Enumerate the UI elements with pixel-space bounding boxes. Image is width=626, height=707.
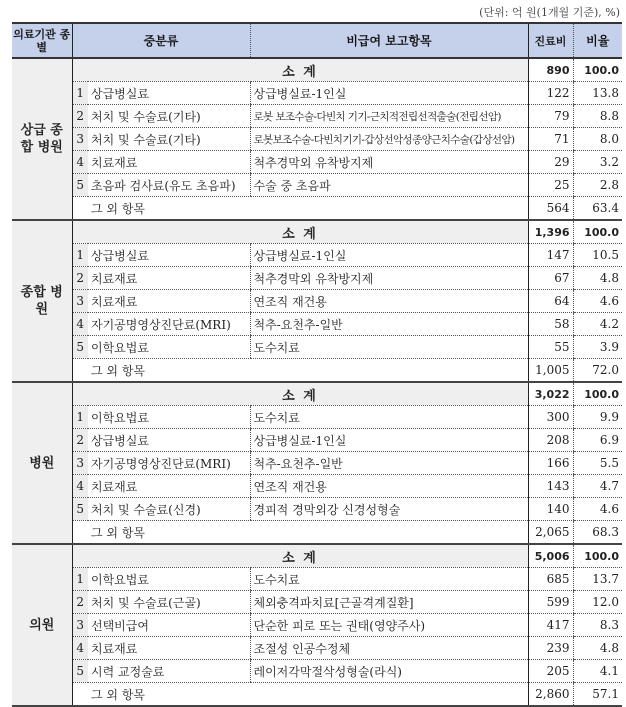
report-item-cell: 체외충격파치료[근골격계질환] — [250, 591, 528, 614]
category-cell: 치료재료 — [88, 267, 250, 290]
cost-cell: 239 — [528, 637, 573, 660]
other-items-row — [12, 521, 622, 545]
report-item-cell: 연조직 재건용 — [250, 290, 528, 313]
ratio-cell: 4.1 — [573, 660, 622, 683]
ratio-cell: 13.8 — [573, 82, 622, 105]
report-item-cell: 레이저각막절삭성형술(라식) — [250, 660, 528, 683]
category-cell: 상급병실료 — [88, 429, 250, 452]
ratio-cell: 2.8 — [573, 174, 622, 197]
table-row — [12, 591, 622, 614]
rank-number: 3 — [72, 290, 88, 313]
subtotal-row — [12, 544, 622, 568]
report-item-cell: 척추경막외 유착방지제 — [250, 151, 528, 174]
cost-cell: 122 — [528, 82, 573, 105]
rank-number: 3 — [72, 452, 88, 475]
category-cell: 초음파 검사료(유도 초음파) — [88, 174, 250, 197]
other-ratio: 68.3 — [573, 521, 622, 545]
subtotal-cost: 5,006 — [528, 544, 573, 568]
category-cell: 이학요법료 — [88, 406, 250, 429]
other-items-label: 그 외 항목 — [88, 521, 528, 545]
report-item-cell: 로봇 보조수술-다빈치 기기-근치적전립선적출술(전립선암) — [250, 105, 528, 128]
table-row — [12, 637, 622, 660]
header-ratio: 비율 — [573, 23, 622, 58]
rank-number: 5 — [72, 174, 88, 197]
report-item-cell: 척추-요천추-일반 — [250, 313, 528, 336]
category-cell: 처치 및 수술료(근골) — [88, 591, 250, 614]
subtotal-row — [12, 220, 622, 244]
report-item-cell: 도수치료 — [250, 568, 528, 591]
category-cell: 이학요법료 — [88, 336, 250, 359]
institution-type: 의원 — [12, 544, 72, 706]
ratio-cell: 4.2 — [573, 313, 622, 336]
category-cell: 상급병실료 — [88, 244, 250, 267]
rank-number: 2 — [72, 267, 88, 290]
other-cost: 564 — [528, 197, 573, 221]
report-item-cell: 도수치료 — [250, 336, 528, 359]
ratio-cell: 3.2 — [573, 151, 622, 174]
other-items-label: 그 외 항목 — [88, 197, 528, 221]
table-row — [12, 313, 622, 336]
category-cell: 자기공명영상진단료(MRI) — [88, 452, 250, 475]
table-row — [12, 452, 622, 475]
other-items-row — [12, 197, 622, 221]
ratio-cell: 10.5 — [573, 244, 622, 267]
cost-cell: 29 — [528, 151, 573, 174]
rank-number: 4 — [72, 151, 88, 174]
rank-number: 2 — [72, 105, 88, 128]
category-cell: 치료재료 — [88, 151, 250, 174]
category-cell: 치료재료 — [88, 290, 250, 313]
cost-cell: 685 — [528, 568, 573, 591]
subtotal-cost: 1,396 — [528, 220, 573, 244]
cost-cell: 25 — [528, 174, 573, 197]
table-row — [12, 82, 622, 105]
table-row — [12, 336, 622, 359]
category-cell: 치료재료 — [88, 475, 250, 498]
other-items-row — [12, 359, 622, 383]
table-row — [12, 568, 622, 591]
header-cost: 진료비 — [528, 23, 573, 58]
cost-cell: 71 — [528, 128, 573, 151]
header-category: 중분류 — [72, 23, 250, 58]
rank-number-empty — [72, 359, 88, 383]
other-items-label: 그 외 항목 — [88, 683, 528, 707]
ratio-cell: 12.0 — [573, 591, 622, 614]
ratio-cell: 4.6 — [573, 498, 622, 521]
table-row — [12, 406, 622, 429]
category-cell: 시력 교정술료 — [88, 660, 250, 683]
category-cell: 치료재료 — [88, 637, 250, 660]
ratio-cell: 8.8 — [573, 105, 622, 128]
subtotal-cost: 890 — [528, 58, 573, 82]
ratio-cell: 8.3 — [573, 614, 622, 637]
subtotal-cost: 3,022 — [528, 382, 573, 406]
table-row — [12, 475, 622, 498]
report-item-cell: 척추경막외 유착방지제 — [250, 267, 528, 290]
rank-number: 4 — [72, 475, 88, 498]
table-row — [12, 660, 622, 683]
category-cell: 처치 및 수술료(기타) — [88, 128, 250, 151]
other-items-row — [12, 683, 622, 707]
table-row — [12, 105, 622, 128]
rank-number: 1 — [72, 244, 88, 267]
institution-type: 병원 — [12, 382, 72, 544]
institution-type: 상급 종합 병원 — [12, 58, 72, 220]
rank-number: 1 — [72, 568, 88, 591]
ratio-cell: 3.9 — [573, 336, 622, 359]
category-cell: 자기공명영상진단료(MRI) — [88, 313, 250, 336]
header-report-item: 비급여 보고항목 — [250, 23, 528, 58]
report-item-cell: 연조직 재건용 — [250, 475, 528, 498]
report-item-cell: 척추-요천추-일반 — [250, 452, 528, 475]
cost-cell: 67 — [528, 267, 573, 290]
table-row — [12, 614, 622, 637]
non-covered-items-table — [12, 22, 622, 707]
category-cell: 상급병실료 — [88, 82, 250, 105]
cost-cell: 417 — [528, 614, 573, 637]
report-item-cell: 조절성 인공수정체 — [250, 637, 528, 660]
unit-note: (단위: 억 원(1개월 기준), %) — [479, 6, 620, 19]
rank-number: 2 — [72, 429, 88, 452]
other-ratio: 63.4 — [573, 197, 622, 221]
ratio-cell: 4.7 — [573, 475, 622, 498]
cost-cell: 599 — [528, 591, 573, 614]
other-ratio: 57.1 — [573, 683, 622, 707]
cost-cell: 300 — [528, 406, 573, 429]
other-items-label: 그 외 항목 — [88, 359, 528, 383]
cost-cell: 147 — [528, 244, 573, 267]
table-row — [12, 244, 622, 267]
rank-number: 1 — [72, 406, 88, 429]
rank-number: 3 — [72, 128, 88, 151]
ratio-cell: 13.7 — [573, 568, 622, 591]
ratio-cell: 4.8 — [573, 637, 622, 660]
rank-number: 5 — [72, 660, 88, 683]
report-item-cell: 상급병실료-1인실 — [250, 429, 528, 452]
subtotal-label: 소 계 — [72, 544, 528, 568]
subtotal-label: 소 계 — [72, 58, 528, 82]
subtotal-ratio: 100.0 — [573, 220, 622, 244]
report-item-cell: 단순한 피로 또는 권태(영양주사) — [250, 614, 528, 637]
table-row — [12, 128, 622, 151]
subtotal-row — [12, 58, 622, 82]
table-row — [12, 290, 622, 313]
cost-cell: 58 — [528, 313, 573, 336]
rank-number: 4 — [72, 313, 88, 336]
report-item-cell: 로봇보조수술-다빈치기기-갑상선악성종양근치수술(갑상선암) — [250, 128, 528, 151]
category-cell: 선택비급여 — [88, 614, 250, 637]
subtotal-row — [12, 382, 622, 406]
rank-number-empty — [72, 197, 88, 221]
rank-number: 1 — [72, 82, 88, 105]
cost-cell: 79 — [528, 105, 573, 128]
table-row — [12, 498, 622, 521]
other-cost: 2,860 — [528, 683, 573, 707]
rank-number: 5 — [72, 336, 88, 359]
cost-cell: 208 — [528, 429, 573, 452]
table-row — [12, 174, 622, 197]
cost-cell: 140 — [528, 498, 573, 521]
rank-number: 4 — [72, 637, 88, 660]
category-cell: 처치 및 수술료(신경) — [88, 498, 250, 521]
category-cell: 이학요법료 — [88, 568, 250, 591]
report-item-cell: 도수치료 — [250, 406, 528, 429]
header-row — [12, 23, 622, 58]
subtotal-ratio: 100.0 — [573, 544, 622, 568]
category-cell: 처치 및 수술료(기타) — [88, 105, 250, 128]
subtotal-label: 소 계 — [72, 220, 528, 244]
ratio-cell: 9.9 — [573, 406, 622, 429]
report-item-cell: 수술 중 초음파 — [250, 174, 528, 197]
subtotal-label: 소 계 — [72, 382, 528, 406]
ratio-cell: 8.0 — [573, 128, 622, 151]
institution-type: 종합 병원 — [12, 220, 72, 382]
ratio-cell: 6.9 — [573, 429, 622, 452]
rank-number: 2 — [72, 591, 88, 614]
ratio-cell: 4.6 — [573, 290, 622, 313]
ratio-cell: 4.8 — [573, 267, 622, 290]
rank-number-empty — [72, 683, 88, 707]
rank-number: 3 — [72, 614, 88, 637]
other-cost: 2,065 — [528, 521, 573, 545]
header-institution-type: 의료기관 종별 — [12, 23, 72, 58]
cost-cell: 64 — [528, 290, 573, 313]
subtotal-ratio: 100.0 — [573, 382, 622, 406]
table-row — [12, 267, 622, 290]
report-item-cell: 상급병실료-1인실 — [250, 244, 528, 267]
report-item-cell: 상급병실료-1인실 — [250, 82, 528, 105]
ratio-cell: 5.5 — [573, 452, 622, 475]
table-row — [12, 151, 622, 174]
report-item-cell: 경피적 경막외강 신경성형술 — [250, 498, 528, 521]
other-ratio: 72.0 — [573, 359, 622, 383]
table-row — [12, 429, 622, 452]
cost-cell: 166 — [528, 452, 573, 475]
cost-cell: 143 — [528, 475, 573, 498]
cost-cell: 205 — [528, 660, 573, 683]
other-cost: 1,005 — [528, 359, 573, 383]
rank-number: 5 — [72, 498, 88, 521]
rank-number-empty — [72, 521, 88, 545]
subtotal-ratio: 100.0 — [573, 58, 622, 82]
cost-cell: 55 — [528, 336, 573, 359]
